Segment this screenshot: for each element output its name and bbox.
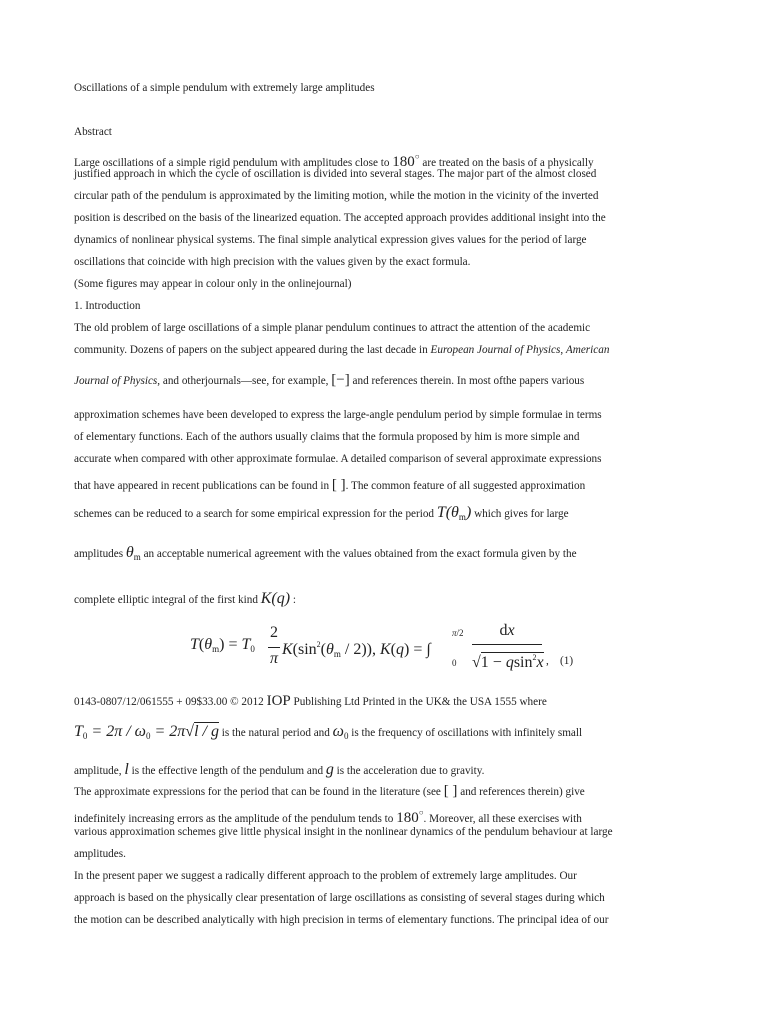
intro-line-3 — [74, 369, 584, 392]
abstract-heading: Abstract — [74, 126, 112, 138]
intro-heading: 1. Introduction — [74, 300, 141, 312]
theta-m-math: $\theta_m$ — [125, 544, 141, 562]
text-span: which gives for large — [474, 508, 569, 520]
journal-name: Journal of Physics — [74, 375, 158, 387]
equation-comma: , — [546, 655, 549, 667]
journal-name: American — [565, 344, 610, 356]
degree-180-math: 180○ — [392, 152, 420, 170]
after-line-9: approach is based on the physically clear presentation of large oscillations as consisting of several stages during which — [74, 892, 605, 904]
text-span: , — [560, 344, 564, 356]
period-math: $T(\theta_m)$ — [436, 504, 472, 522]
text-span: schemes can be reduced to a search for some empirical expression for the period — [74, 508, 435, 520]
text-span: indefinitely increasing errors as the amplitude of the pendulum tends to — [74, 813, 394, 825]
citation-bracket: [ ] — [443, 783, 458, 799]
text-span: and references therein. In most ofthe papers various — [352, 375, 585, 387]
text-span: . Moreover, all these exercises with — [423, 813, 582, 825]
text-span: complete elliptic integral of the first kind — [74, 594, 258, 606]
after-line-6: various approximation schemes give little physical insight in the nonlinear dynamics of the pendulum behaviour at large — [74, 826, 613, 838]
gravity-g-math: g — [325, 761, 334, 778]
text-span: , and otherjournals—see, for example, — [157, 375, 329, 387]
text-span: is the frequency of oscillations with infinitely small — [351, 727, 583, 739]
after-line-2 — [74, 721, 582, 747]
text-span: The approximate expressions for the period that can be found in the literature (see — [74, 786, 441, 798]
abstract-line-3: circular path of the pendulum is approximated by the limiting motion, while the motion in the vicinity of the inverted — [74, 190, 599, 202]
copyright-line — [74, 690, 547, 713]
equation-number: (1) — [560, 655, 574, 667]
elliptic-k-math: K(q) — [260, 590, 291, 607]
intro-line-5: of elementary functions. Each of the authors usually claims that the formula proposed by him is more simple and — [74, 431, 580, 443]
abstract-line-7: (Some figures may appear in colour only in the onlinejournal) — [74, 278, 352, 290]
math-value: 180 — [392, 154, 415, 170]
text-span: community. Dozens of papers on the subject appeared during the last decade in — [74, 344, 428, 356]
text-span: amplitudes — [74, 548, 124, 560]
abstract-line-5: dynamics of nonlinear physical systems. The final simple analytical expression gives values for the period of large — [74, 234, 587, 246]
omega-0-math: $\omega_0$ — [332, 723, 349, 741]
text-span: : — [292, 594, 296, 606]
length-l-math: l — [124, 761, 129, 778]
abstract-line-4: position is described on the basis of the linearized equation. The accepted approach provides additional insight into the — [74, 212, 606, 224]
abstract-line-2: justified approach in which the cycle of oscillation is divided into several stages. The major part of the almost closed — [74, 168, 597, 180]
paper-title: Oscillations of a simple pendulum with extremely large amplitudes — [74, 82, 375, 94]
citation-bracket: [ ] — [331, 477, 346, 493]
after-line-3 — [74, 759, 484, 782]
intro-line-1: The old problem of large oscillations of a simple planar pendulum continues to attract the attention of the academic — [74, 322, 591, 334]
degree-180-math: 180○ — [396, 808, 424, 826]
intro-line-7 — [74, 474, 585, 497]
journal-name: European Journal of Physics — [430, 344, 561, 356]
text-span: amplitude, — [74, 765, 122, 777]
iop-math: IOP — [266, 693, 291, 709]
text-span: Large oscillations of a simple rigid pendulum with amplitudes close to — [74, 157, 390, 169]
text-span: is the natural period and — [221, 727, 330, 739]
after-line-7: amplitudes. — [74, 848, 126, 860]
intro-line-2 — [74, 339, 609, 361]
after-line-10: the motion can be described analytically with high precision in terms of elementary functions. The principal idea of our — [74, 914, 609, 926]
after-line-4 — [74, 780, 585, 803]
text-span: is the acceleration due to gravity. — [336, 765, 485, 777]
intro-line-4: approximation schemes have been developed to express the large-angle pendulum period by simple formulae in terms — [74, 409, 602, 421]
text-span: . The common feature of all suggested approximation — [345, 480, 586, 492]
text-span: is the effective length of the pendulum and — [131, 765, 324, 777]
intro-line-9 — [74, 542, 577, 568]
intro-line-8 — [74, 502, 569, 528]
text-span: are treated on the basis of a physically — [422, 157, 594, 169]
math-value: 180 — [396, 810, 419, 826]
abstract-line-6: oscillations that coincide with high precision with the values given by the exact formula. — [74, 256, 471, 268]
equation-1: $T(\theta_m) = T_0$ 2 π $K(\sin^2(\theta_m / 2))$, K(q) = ∫ π/2 0 dx √1 − qsin$^2$x , (1) — [190, 622, 574, 671]
text-span: an acceptable numerical agreement with the values obtained from the exact formula given by the — [143, 548, 577, 560]
text-span: 0143-0807/12/061555 + 09$33.00 © 2012 — [74, 696, 264, 708]
intro-line-6: accurate when compared with other approximate formulae. A detailed comparison of several approximate expressions — [74, 453, 602, 465]
intro-line-10 — [74, 588, 296, 611]
text-span: Publishing Ltd Printed in the UK& the USA 1555 where — [293, 696, 547, 708]
after-line-8: In the present paper we suggest a radically different approach to the problem of extremely large amplitudes. Our — [74, 870, 577, 882]
text-span: that have appeared in recent publications can be found in — [74, 480, 330, 492]
citation-bracket: [−] — [331, 372, 350, 388]
text-span: and references therein) give — [460, 786, 585, 798]
natural-period-math: $T_0 = 2\pi / \omega_0 = 2\pi√l / g$ — [74, 723, 219, 741]
